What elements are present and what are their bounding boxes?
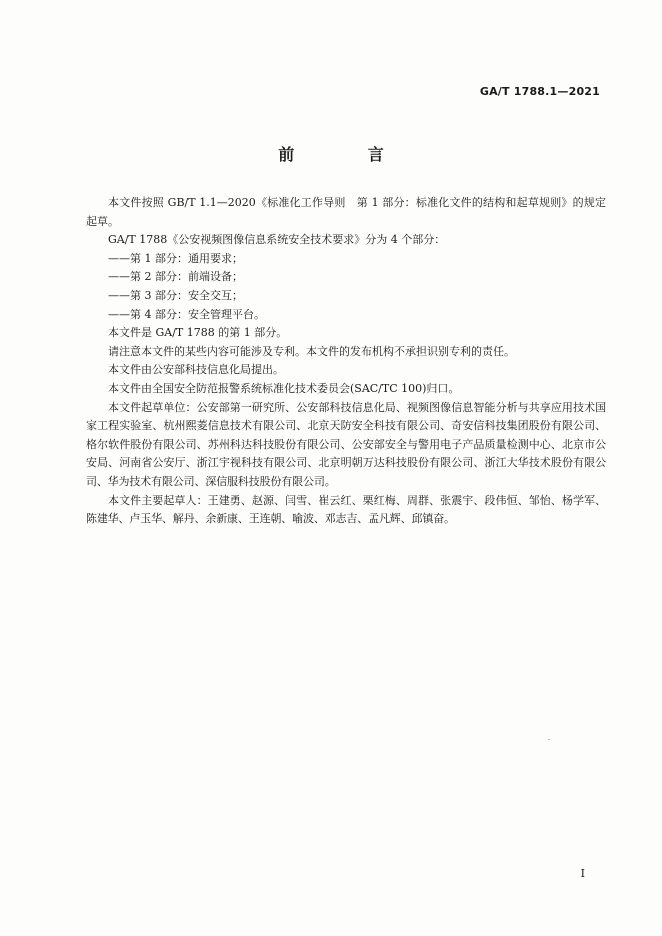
- part-list-item: ——第 2 部分：前端设备；: [108, 270, 243, 284]
- scan-speck: [548, 739, 550, 740]
- drafting-units-paragraph: 本文件起草单位：公安部第一研究所、公安部科技信息化局、视频图像信息智能分析与共享应用技术国家工程实验室、杭州熙菱信息技术有限公司、北京天防安全科技有限公司、奇安信科技集团股份有限公司、格尔软件股份有限公司、苏州科达科技股份有限公司、公安部安全与警用电子产品质量检测中心、北京市公安局、河南省公安厅、浙江宇视科技有限公司、北京明朝万达科技股份有限公司、浙江大华技术股份有限公司、华为技术有限公司、深信服科技股份有限公司。: [86, 400, 606, 488]
- part-list-item: ——第 1 部分：通用要求；: [108, 251, 243, 265]
- document-code: GA/T 1788.1—2021: [479, 85, 600, 98]
- patent-notice-paragraph: 请注意本文件的某些内容可能涉及专利。本文件的发布机构不承担识别专利的责任。: [108, 344, 515, 358]
- proposer-paragraph: 本文件由公安部科技信息化局提出。: [108, 363, 284, 377]
- foreword-body: [86, 194, 606, 529]
- drafting-basis-paragraph: 本文件按照 GB/T 1.1—2020《标准化工作导则 第 1 部分：标准化文件的结构和起草规则》的规定起草。: [86, 196, 606, 228]
- committee-paragraph: 本文件由全国安全防范报警系统标准化技术委员会(SAC/TC 100)归口。: [108, 381, 460, 395]
- part-statement-paragraph: 本文件是 GA/T 1788 的第 1 部分。: [108, 326, 288, 340]
- part-list-item: ——第 4 部分：安全管理平台。: [108, 307, 265, 321]
- series-intro-paragraph: GA/T 1788《公安视频图像信息系统安全技术要求》分为 4 个部分：: [108, 233, 446, 247]
- part-list-item: ——第 3 部分：安全交互；: [108, 288, 243, 302]
- page-title: 前 言: [278, 145, 418, 164]
- drafters-paragraph: 本文件主要起草人：王建勇、赵源、闫雪、崔云红、栗红梅、周群、张震宇、段伟恒、邹怡、杨学军、陈建华、卢玉华、解丹、余新康、王连朝、喻波、邓志吉、孟凡辉、邱镇奋。: [86, 493, 606, 526]
- page-number: I: [580, 867, 585, 880]
